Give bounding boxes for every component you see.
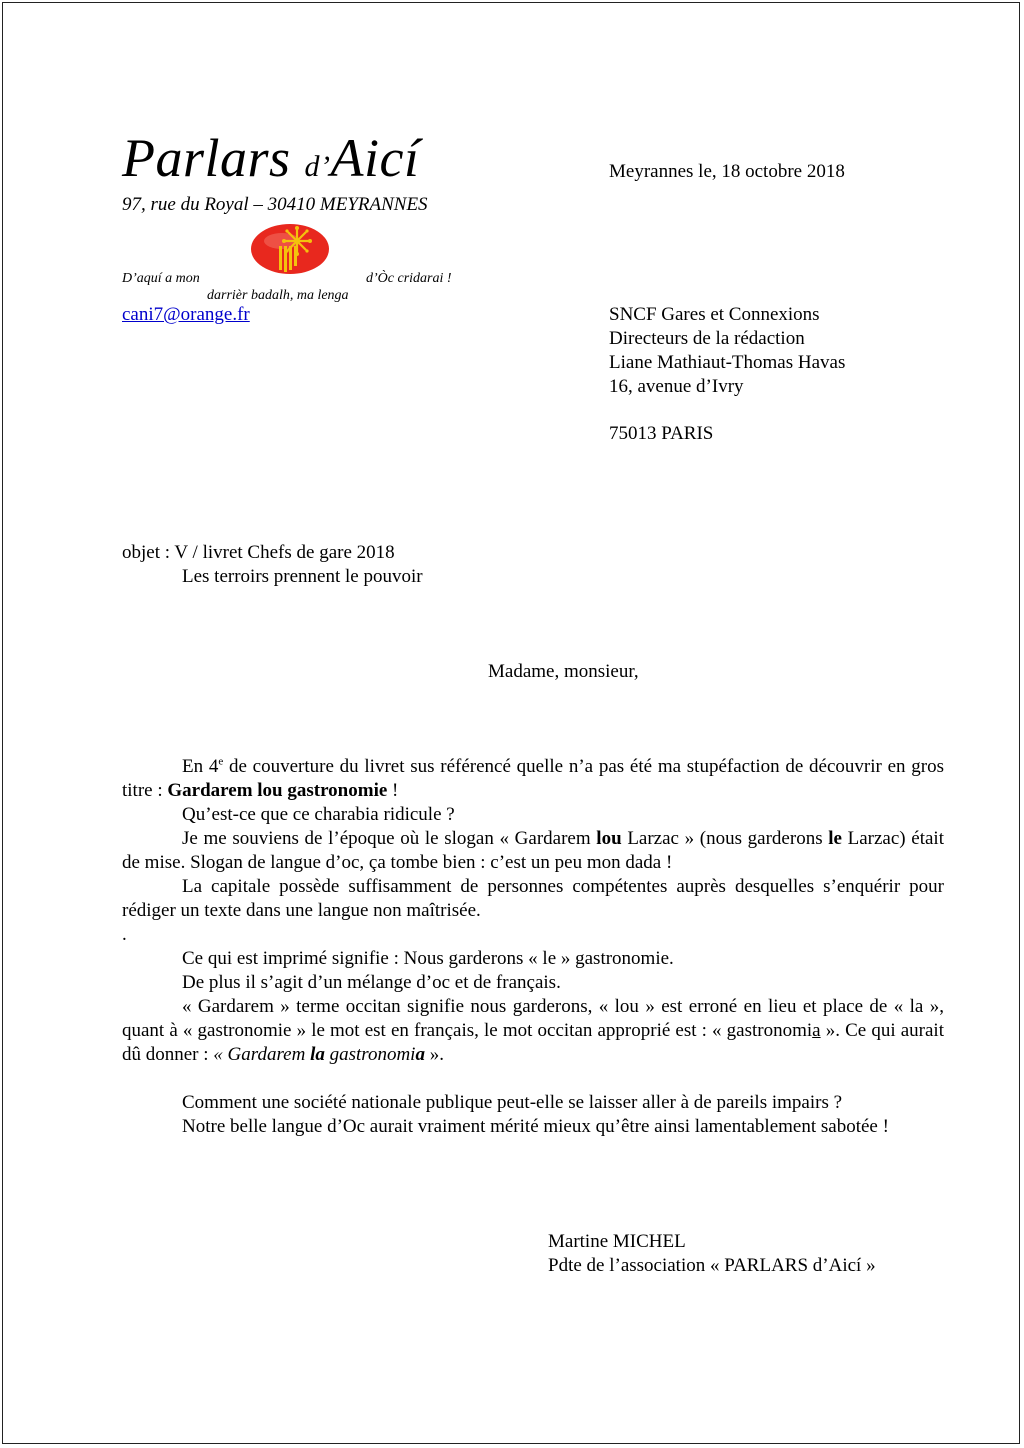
subject-block <box>122 541 423 589</box>
body-paragraph <box>122 995 944 1067</box>
body-paragraph: Ce qui est imprimé signifie : Nous garderons « le » gastronomie. <box>182 948 674 969</box>
body-text-span: ! <box>387 780 399 801</box>
body-bold-span: lou <box>596 828 622 849</box>
body-text-span: Je me souviens de l’époque où le slogan « Gardarem <box>182 828 597 849</box>
letterhead-title <box>122 126 420 199</box>
motto-left: D’aquí a mon <box>122 271 200 286</box>
body-bold-italic-span: a <box>415 1044 425 1065</box>
body-text-span: ». Ce qui aurait dû donner : <box>122 1020 944 1065</box>
body-text-span: En 4 <box>182 756 219 777</box>
recipient-block <box>609 303 845 446</box>
page-border <box>2 2 1020 1444</box>
motto-bottom: darrièr badalh, ma lenga <box>207 288 349 303</box>
letter-body <box>122 755 944 1139</box>
occitan-cross-icon <box>250 223 330 275</box>
signature-block <box>548 1230 876 1278</box>
body-paragraph: La capitale possède suffisamment de personnes compétentes auprès desquelles s’enquérir pour rédiger un texte dans une langue non maîtrisée. <box>122 876 944 921</box>
body-paragraph: De plus il s’agit d’un mélange d’oc et de français. <box>182 972 561 993</box>
letterhead-title-main: Parlars <box>122 128 291 188</box>
body-paragraph <box>122 827 944 875</box>
signature-name: Martine MICHEL <box>548 1231 686 1252</box>
body-superscript: e <box>218 755 224 768</box>
subject-line: objet : V / livret Chefs de gare 2018 <box>122 542 395 563</box>
body-bold-span: le <box>828 828 842 849</box>
motto-right: d’Òc cridarai ! <box>366 271 452 286</box>
body-text-span: Larzac » (nous garderons <box>621 828 829 849</box>
recipient-city: 75013 PARIS <box>609 423 714 444</box>
recipient-line: 16, avenue d’Ivry <box>609 376 744 397</box>
subject-subline: Les terroirs prennent le pouvoir <box>182 566 423 587</box>
date-line: Meyrannes le, 18 octobre 2018 <box>609 161 845 182</box>
body-bold-italic-span: la <box>310 1044 325 1065</box>
body-paragraph <box>122 755 944 803</box>
body-text-span: « Gardarem » terme occitan signifie nous garderons, « lou » est erroné en lieu et place de « la », quant à « gastronomie » le mot est en français, le mot occitan approprié est : « gastronomi <box>122 996 944 1041</box>
letterhead-title-small: d’ <box>304 150 331 183</box>
letterhead-title-end: Aicí <box>330 128 420 188</box>
body-paragraph: Qu’est-ce que ce charabia ridicule ? <box>182 804 455 825</box>
email-link[interactable]: cani7@orange.fr <box>122 304 250 325</box>
signature-title: Pdte de l’association « PARLARS d’Aicí » <box>548 1255 876 1276</box>
body-dot: . <box>122 924 127 945</box>
body-paragraph: Comment une société nationale publique peut-elle se laisser aller à de pareils impairs ? <box>182 1092 843 1113</box>
body-paragraph: Notre belle langue d’Oc aurait vraiment mérité mieux qu’être ainsi lamentablement sabotée ! <box>182 1116 889 1137</box>
recipient-line: SNCF Gares et Connexions <box>609 304 820 325</box>
recipient-line: Liane Mathiaut-Thomas Havas <box>609 352 846 373</box>
recipient-line: Directeurs de la rédaction <box>609 328 805 349</box>
body-text-span: de couverture du livret sus référencé quelle n’a pas été ma stupéfaction de découvrir en gros titre : <box>122 756 945 801</box>
salutation: Madame, monsieur, <box>488 661 639 682</box>
body-italic-span: « Gardarem <box>213 1044 311 1065</box>
letterhead-address: 97, rue du Royal – 30410 MEYRANNES <box>122 194 428 215</box>
body-text-span: Larzac) était de mise. Slogan de langue d’oc, ça tombe bien : c’est un peu mon dada ! <box>122 828 944 873</box>
body-text-span: ». <box>424 1044 444 1065</box>
body-italic-span: gastronomi <box>324 1044 416 1065</box>
body-bold-span: Gardarem lou gastronomie <box>167 780 388 801</box>
body-underline-span: a <box>812 1020 821 1041</box>
